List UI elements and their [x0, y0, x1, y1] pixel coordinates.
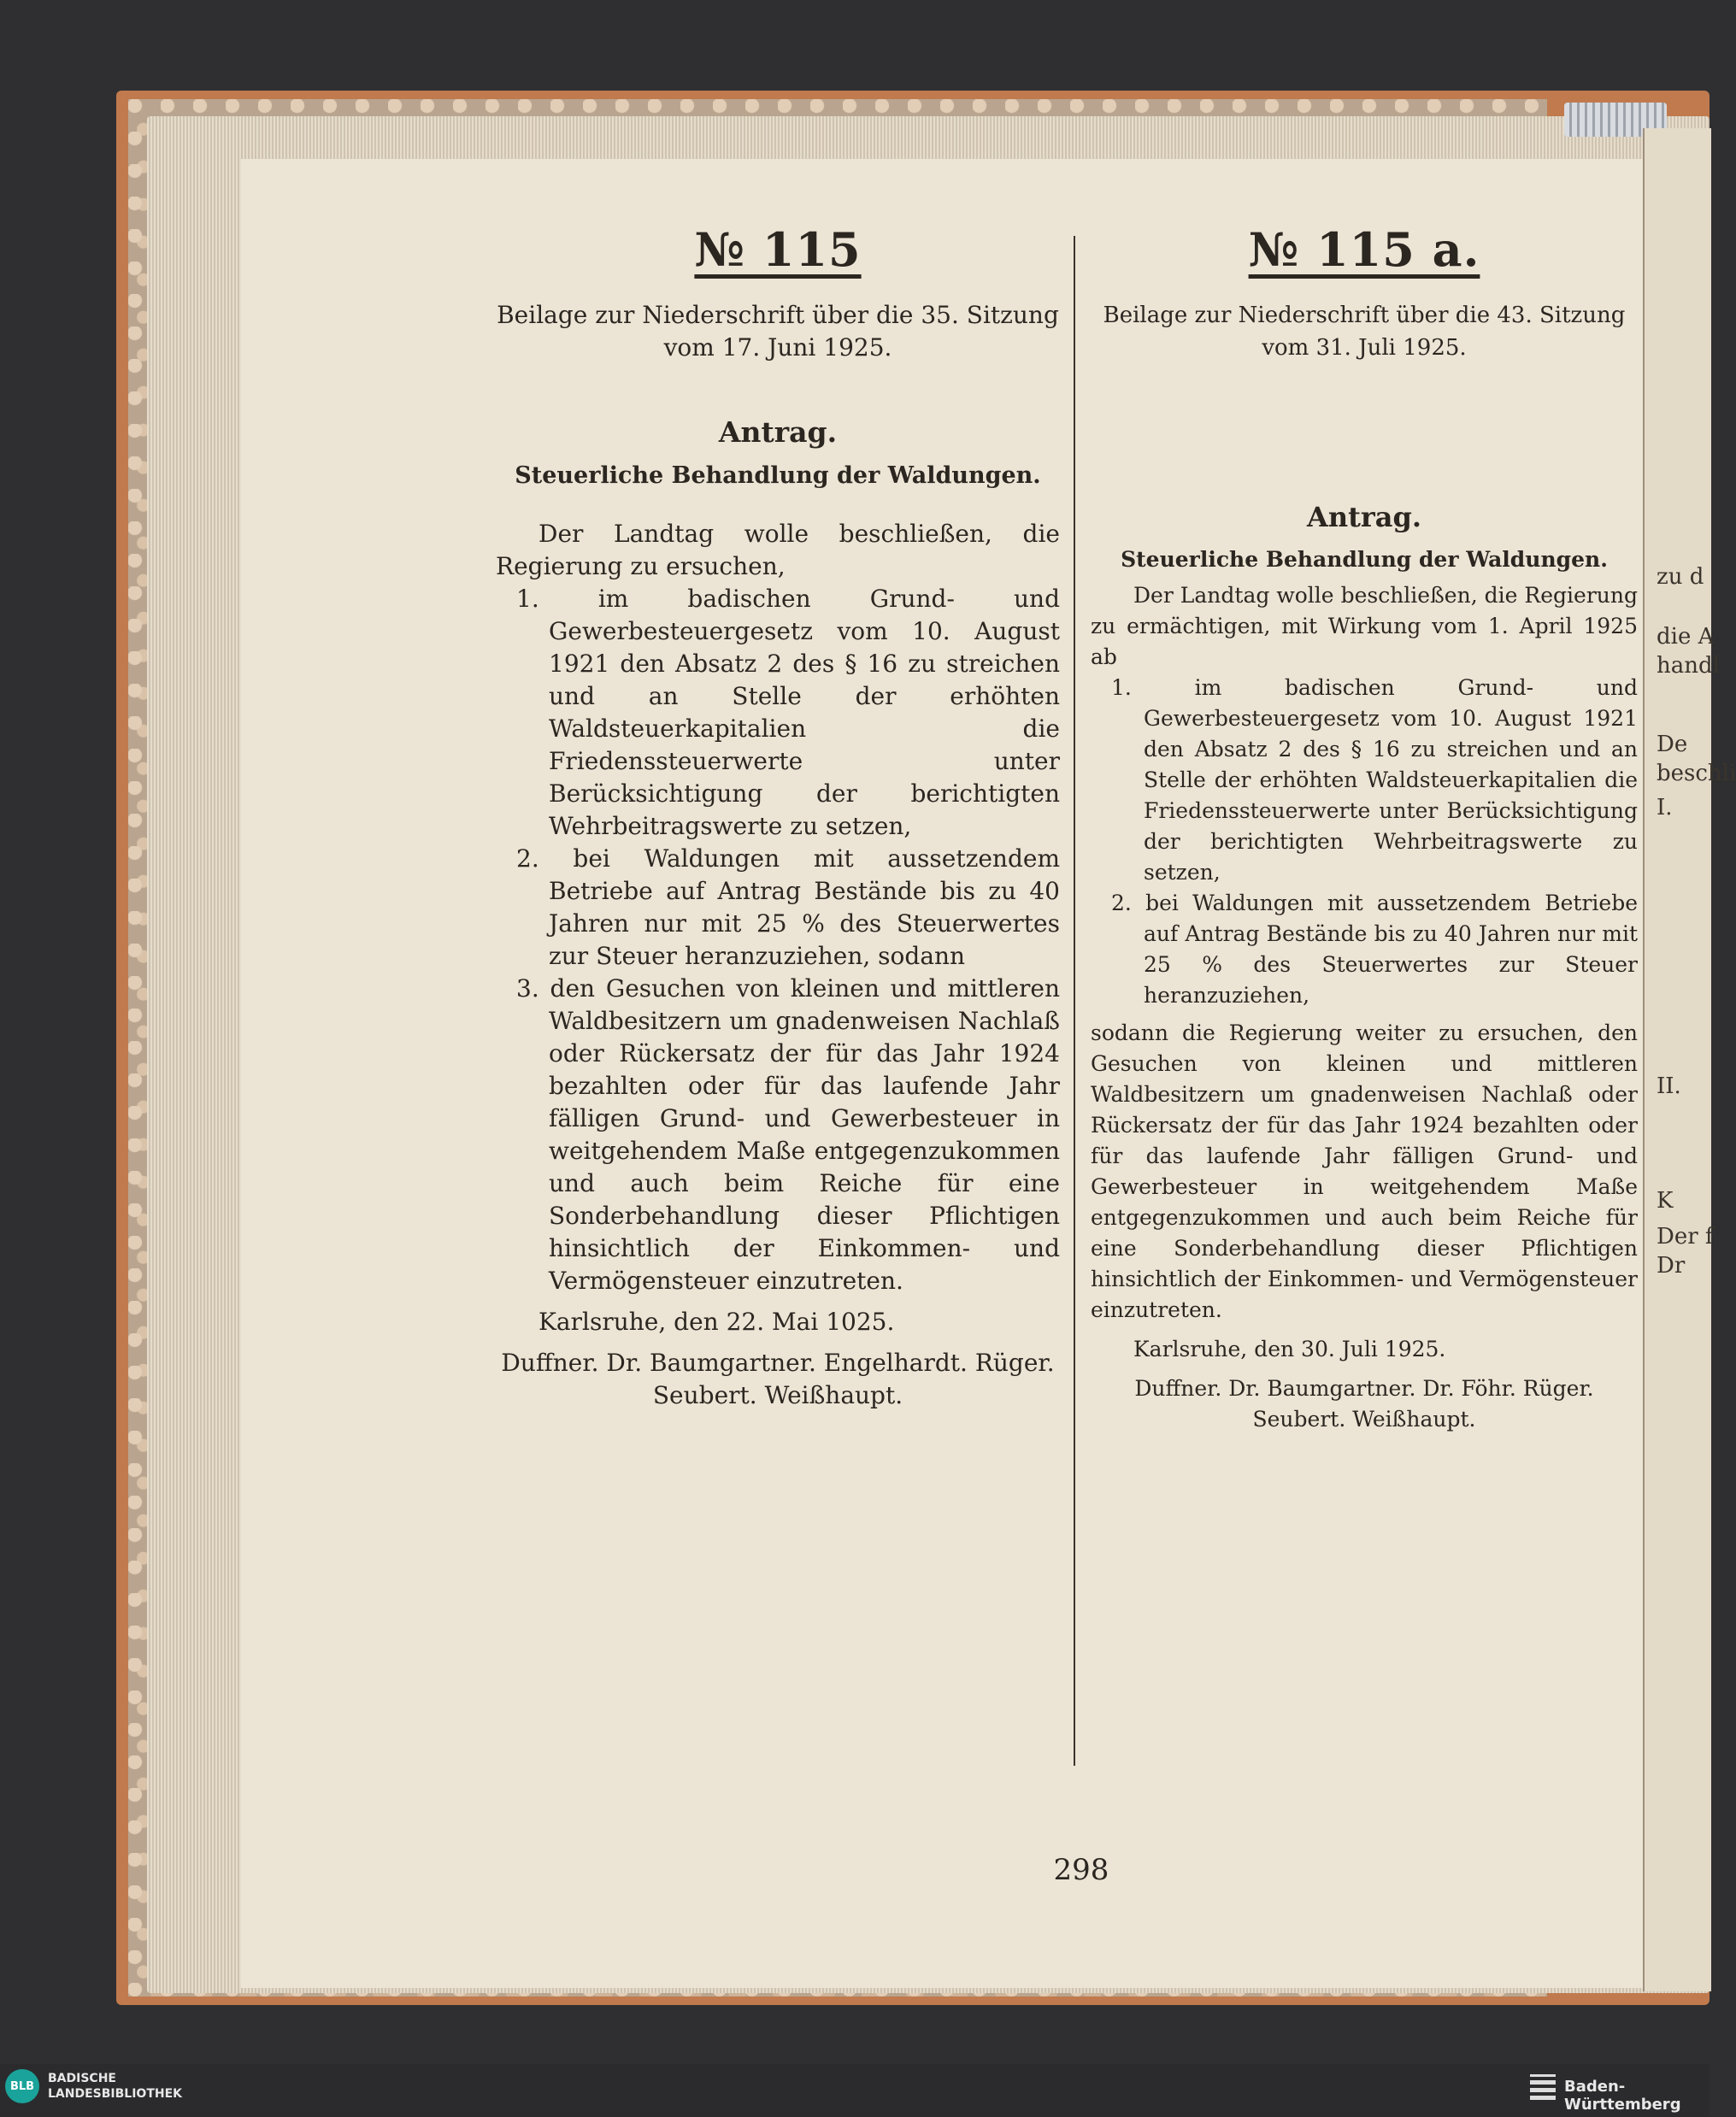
- left-column: [496, 222, 1060, 1412]
- signatories: Duffner. Dr. Baumgartner. Engelhardt. Rüger. Seubert. Weißhaupt.: [501, 1349, 1055, 1409]
- next-page-fragment: die A: [1657, 624, 1715, 650]
- next-page-fragment: II.: [1657, 1073, 1681, 1099]
- column-divider: [1074, 236, 1075, 1766]
- supplement-line: Beilage zur Niederschrift über die 35. Sitzung: [497, 301, 1059, 329]
- next-page-fragment: beschli: [1657, 761, 1736, 786]
- next-page-fragment: handl: [1657, 653, 1720, 679]
- list-item: 1. im badischen Grund- und Gewerbesteuergesetz vom 10. August 1921 den Absatz 2 des § 16 zu streichen und an Stelle der erhöhten Waldsteuerkapitalien die Friedenssteuerwerte unter Berücksichtigung der berichtigten Wehrbeitragswerte zu setzen,: [516, 585, 1060, 840]
- list-item: 2. bei Waldungen mit aussetzendem Betriebe auf Antrag Bestände bis zu 40 Jahren nur mit 25 % des Steuerwertes zur Steuer heranzuziehen, sodann: [516, 844, 1060, 970]
- document-number: № 115 a.: [1248, 222, 1480, 277]
- list-item: 3. den Gesuchen von kleinen und mittleren Waldbesitzern um gnadenweisen Nachlaß oder Rückersatz der für das Jahr 1924 bezahlten oder für das laufende Jahr fälligen Grund- und Gewerbesteuer in weitgehendem Maße entgegenzukommen und auch beim Reiche für eine Sonderbehandlung dieser Pflichtigen hinsichtlich der Einkommen- und Vermögensteuer einzutreten.: [516, 974, 1060, 1295]
- document-number: № 115: [694, 222, 862, 277]
- motion-continuation: sodann die Regierung weiter zu ersuchen, den Gesuchen von kleinen und mittleren Waldbesitzern um gnadenweisen Nachlaß oder Rückersatz der für das Jahr 1924 bezahlten oder für das laufende Jahr fälligen Grund- und Gewerbesteuer in weitgehendem Maße entgegenzukommen und auch beim Reiche für eine Sonderbehandlung dieser Pflichtigen hinsichtlich der Einkommen- und Vermögensteuer einzutreten.: [1091, 1020, 1638, 1322]
- next-page-edge: [1643, 128, 1736, 1991]
- supplement-date: vom 17. Juni 1925.: [663, 333, 892, 362]
- motion-subheading: Steuerliche Behandlung der Waldungen.: [515, 462, 1041, 489]
- next-page-fragment: K: [1657, 1188, 1674, 1214]
- library-name-line: BADISCHE: [48, 2072, 116, 2085]
- state-emblem-icon: [1530, 2074, 1556, 2100]
- viewer-footer: [0, 2064, 1710, 2117]
- next-page-fragment: zu d: [1657, 564, 1704, 590]
- list-item: 1. im badischen Grund- und Gewerbesteuergesetz vom 10. August 1921 den Absatz 2 des § 16 zu streichen und an Stelle der erhöhten Waldsteuerkapitalien die Friedenssteuerwerte unter Berücksichtigung der berichtigten Wehrbeitragswerte zu setzen,: [1111, 675, 1638, 885]
- motion-items: [1091, 673, 1638, 1011]
- library-logo-icon[interactable]: BLB: [5, 2069, 39, 2103]
- next-page-fragment: I.: [1657, 795, 1673, 820]
- next-page-fragment: Dr: [1657, 1253, 1686, 1279]
- signatories: Duffner. Dr. Baumgartner. Dr. Föhr. Rüger. Seubert. Weißhaupt.: [1134, 1376, 1594, 1432]
- library-name-line: LANDESBIBLIOTHEK: [48, 2087, 183, 2101]
- right-column: [1091, 222, 1638, 1435]
- library-name: [48, 2071, 182, 2102]
- next-page-fragment: Der f: [1657, 1224, 1714, 1250]
- motion-heading: Antrag.: [718, 415, 838, 449]
- place-date: Karlsruhe, den 30. Juli 1925.: [1133, 1337, 1446, 1361]
- place-date: Karlsruhe, den 22. Mai 1025.: [538, 1308, 895, 1336]
- state-name[interactable]: Baden-Württemberg: [1564, 2078, 1681, 2114]
- supplement-date: vom 31. Juli 1925.: [1262, 335, 1467, 361]
- next-page-fragment: De: [1657, 732, 1688, 757]
- motion-subheading: Steuerliche Behandlung der Waldungen.: [1121, 547, 1608, 572]
- motion-heading: Antrag.: [1307, 501, 1421, 533]
- page-number: 298: [1053, 1853, 1109, 1887]
- motion-intro: Der Landtag wolle beschließen, die Regierung zu ersuchen,: [496, 520, 1060, 580]
- list-item: 2. bei Waldungen mit aussetzendem Betriebe auf Antrag Bestände bis zu 40 Jahren nur mit 25 % des Steuerwertes zur Steuer heranzuziehen,: [1111, 891, 1638, 1008]
- motion-items: [496, 583, 1060, 1297]
- supplement-line: Beilage zur Niederschrift über die 43. Sitzung: [1103, 303, 1626, 328]
- motion-intro: Der Landtag wolle beschließen, die Regierung zu ermächtigen, mit Wirkung vom 1. April 1925 ab: [1091, 583, 1638, 669]
